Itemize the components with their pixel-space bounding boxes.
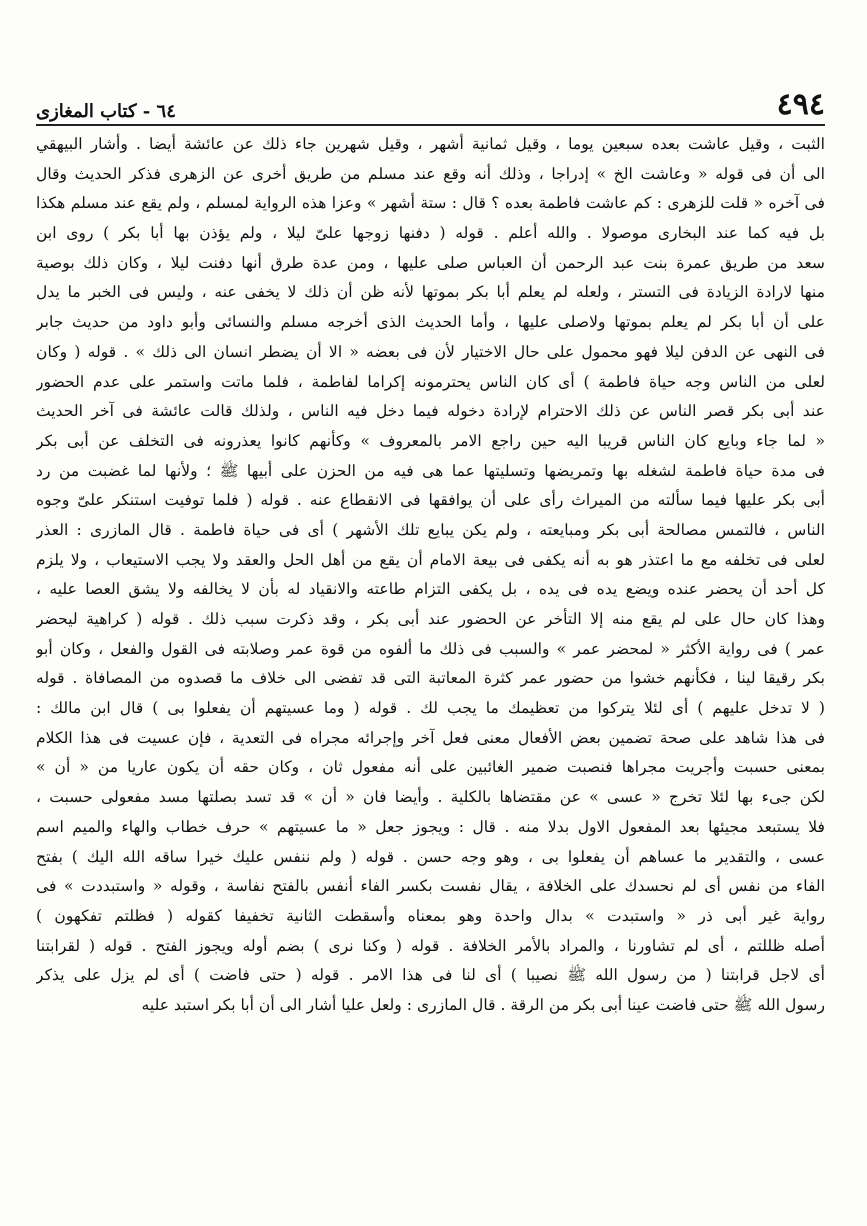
text-line: بل فيه كما عند البخارى موصولا . والله أعلم . قوله ( دفنها زوجها علىّ ليلا ، ولم يؤذن بها أبا بكر ) روى ابن [36,224,825,243]
text-line: « لما جاء وبايع كان الناس قريبا اليه حين راجع الامر بالمعروف » وكأنهم كانوا يعذرونه فى التخلف عن أبى بكر [36,431,825,450]
text-line: عند أبى بكر قصر الناس عن ذلك الاحترام لإرادة دخوله فيما دخل فيه الناس ، ولذلك قالت عائشة فى آخر الحديث [36,402,825,421]
text-line: الناس ، فالتمس مصالحة أبى بكر ومبايعته ، ولم يكن يبايع تلك الأشهر ) أى فى حياة فاطمة . قال المازرى : العذر [36,520,825,539]
text-line: بمعنى حسبت وأجريت مجراها فنصبت ضمير الغائبين على أنه مفعول ثان ، وكان حقه أن يكون عاريا من « أن » [36,758,825,777]
text-line: سعد من طريق عمرة بنت عبد الرحمن أن العباس صلى عليها ، ومن عدة طرق أنها دفنت ليلا ، وكان ذلك بوصية [36,253,825,272]
text-line: أصله ظللتم ، أى لم تشاورنا ، والمراد بالأمر الخلافة . قوله ( وكنا نرى ) بضم أوله ويجوز الفتح . قوله ( لقرابتنا [36,936,825,955]
text-line: فى آخره « قلت للزهرى : كم عاشت فاطمة بعده ؟ قال : ستة أشهر » وعزا هذه الرواية لمسلم ، ولم يقع عند مسلم هكذا [36,194,825,213]
page-number: ٤٩٤ [776,87,825,122]
text-line: رواية غير أبى ذر « واستبدت » بدال واحدة وهو بمعناه وأسقطت الثانية تخفيفا كقوله ( فظلتم تفكهون ) [36,906,825,925]
text-line: عسى ، والتقدير ما عساهم أن يفعلوا بى ، وهو وجه حسن . قوله ( ولم ننفس عليك خيرا ساقه الله اليك ) بفتح [36,847,825,866]
text-line: كل أحد أن يحضر عنده ويضع يده فى يده ، بل يكفى التزام طاعته والانقياد له بأن لا يخالفه ولا يشق العصا عليه ، [36,580,825,599]
text-line: الى أن فى قوله « وعاشت الخ » إدراجا ، وذلك أنه وقع عند مسلم من طريق أخرى عن الزهرى فذكر الحديث وقال [36,164,825,183]
text-line: لعلى فى تخلفه مع ما اعتذر هو به أنه يكفى فى بيعة الامام أن يقع من أهل الحل والعقد ولا يجب الاستيعاب ، ولا يلزم [36,550,825,569]
text-line: فى مدة حياة فاطمة لشغله بها وتمريضها وتسليتها عما هى فيه من الحزن على أبيها ﷺ ؛ ولأنها لما غضبت من رد [36,461,825,480]
page-header [36,82,825,122]
text-line: أى لاجل قرابتنا ( من رسول الله ﷺ نصيبا ) أى لنا فى هذا الامر . قوله ( حتى فاضت ) أى لم يزل على يذكر [36,966,825,985]
text-line: رسول الله ﷺ حتى فاضت عينا أبى بكر من الرقة . قال المازرى : ولعل عليا أشار الى أن أبا بكر استبد عليه [141,995,825,1014]
text-line: أبى بكر عليها فيما سألته من الميراث رأى على أن يوافقها فى الانقطاع عنه . قوله ( فلما توفيت استنكر علىّ وجوه [36,491,825,510]
text-line: بكر رقيقا لينا ، فكأنهم خشوا من حضور عمر كثرة المعاتبة التى قد تفضى الى خلاف ما قصدوه من المصافاة . قوله [36,669,825,688]
text-line: فى هذا شاهد على صحة تضمين بعض الأفعال معنى فعل آخر وإجرائه مجراه فى التعدية ، فإن عسيت فى هذا الكلام [36,728,825,747]
text-line: وهذا كان حال على لم يقع منه إلا التأخر عن الحضور عند أبى بكر ، وقد ذكرت سبب ذلك . قوله ( كراهية ليحضر [36,610,825,628]
text-line: لعلى من الناس وجه حياة فاطمة ) أى كان الناس يحترمونه إكراما لفاطمة ، فلما ماتت واستمر على عدم الحضور [36,372,825,391]
running-title: ٦٤ - كتاب المغازى [36,101,176,122]
text-line: ( لا تدخل عليهم ) أى لئلا يتركوا من تعظيمك ما يجب لك . قوله ( وما عسيتهم أن يفعلوا بى ) قال ابن مالك : [36,699,825,718]
text-line: الثبت ، وقيل عاشت بعده سبعين يوما ، وقيل ثمانية أشهر ، وقيل شهرين جاء ذلك عن عائشة أيضا . وأشار البيهقي [36,135,825,153]
body-text [36,130,825,1021]
text-line: فى النهى عن الدفن ليلا فهو محمول على حال الاختيار لأن فى بعضه « الا أن يضطر انسان الى ذلك » . قوله ( وكان [36,342,825,361]
text-line: فلا يستبعد مجيئها بعد المفعول الاول بدلا منه . قال : ويجوز جعل « ما عسيتهم » حرف خطاب والهاء والميم اسم [36,817,825,836]
text-line: الفاء من نفس أى لم نحسدك على الخلافة ، يقال نفست بكسر الفاء أنفس بالفتح نفاسة ، وقوله « واستبددت » فى [36,877,825,896]
text-line: على أن أبا بكر لم يعلم بموتها ولاصلى عليها ، وأما الحديث الذى أخرجه مسلم والنسائى وأبو داود من حديث جابر [36,313,825,332]
text-line: لكن جىء بها لئلا تخرج « عسى » عن مقتضاها بالكلية . وأيضا فان « أن » قد تسد بصلتها مسد مفعولى حسبت ، [36,788,825,807]
header-rule [36,124,825,126]
text-line: منها لارادة الزيادة فى التستر ، ولعله لم يعلم أبا بكر بموتها لأنه ظن أن ذلك لا يخفى عنه ، وليس فى الخبر ما يدل [36,283,825,302]
text-line: عمر ) فى رواية الأكثر « لمحضر عمر » والسبب فى ذلك ما ألفوه من قوة عمر وصلابته فى القول والفعل ، وكان أبو [36,639,825,658]
